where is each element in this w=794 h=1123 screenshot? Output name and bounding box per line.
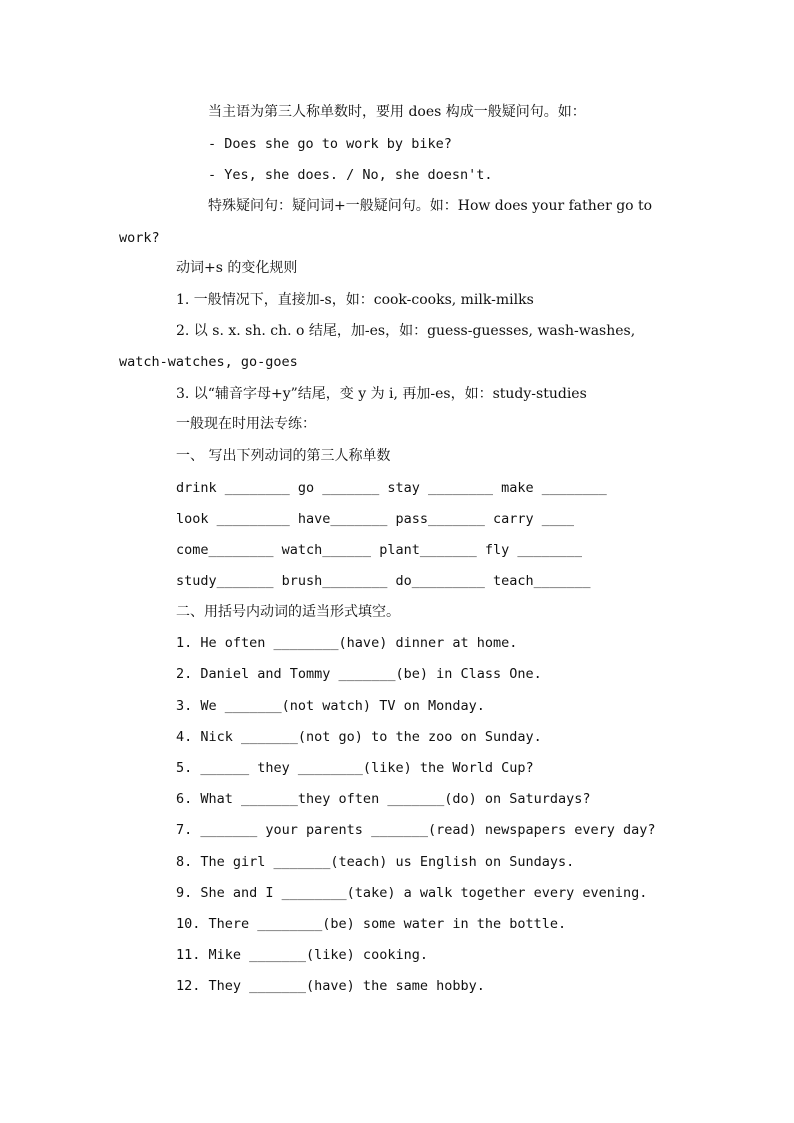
rule-item-2: 2. 以 s. x. sh. ch. o 结尾，加-es，如：guess-guesses, wash-washes, xyxy=(176,323,636,339)
wh-question-line: 特殊疑问句：疑问词+一般疑问句。如：How does your father go to xyxy=(208,198,653,214)
verb-row-1: drink ________ go _______ stay ________ make ________ xyxy=(176,480,607,496)
exercise-item-8: 8. The girl _______(teach) us English on Sundays. xyxy=(176,854,575,870)
exercise-item-6: 6. What _______they often _______(do) on Saturdays? xyxy=(176,791,591,807)
rules-title: 动词+s 的变化规则 xyxy=(176,260,298,276)
exercise-item-10: 10. There ________(be) some water in the bottle. xyxy=(176,916,567,932)
exercise-item-4: 4. Nick _______(not go) to the zoo on Sunday. xyxy=(176,729,542,745)
section1-title: 一、 写出下列动词的第三人称单数 xyxy=(176,448,391,464)
example-question-line: - Does she go to work by bike? xyxy=(208,136,452,152)
rule-third-person-line: 当主语为第三人称单数时，要用 does 构成一般疑问句。如： xyxy=(208,104,586,120)
exercise-item-12: 12. They _______(have) the same hobby. xyxy=(176,978,485,994)
exercise-item-5: 5. ______ they ________(like) the World Cup? xyxy=(176,760,534,776)
practice-heading: 一般现在时用法专练： xyxy=(176,416,316,432)
rule-item-2-continuation: watch-watches, go-goes xyxy=(119,354,298,370)
rule-item-3: 3. 以“辅音字母+y”结尾，变 y 为 i, 再加-es，如：study-studies xyxy=(176,386,587,402)
exercise-item-2: 2. Daniel and Tommy _______(be) in Class One. xyxy=(176,666,542,682)
exercise-item-11: 11. Mike _______(like) cooking. xyxy=(176,947,428,963)
rule-item-1: 1. 一般情况下，直接加-s，如：cook-cooks, milk-milks xyxy=(176,292,534,308)
wh-question-continuation: work? xyxy=(119,230,160,246)
section2-title: 二、用括号内动词的适当形式填空。 xyxy=(176,604,400,620)
example-answer-line: - Yes, she does. / No, she doesn't. xyxy=(208,167,493,183)
verb-row-3: come________ watch______ plant_______ fly ________ xyxy=(176,542,583,558)
exercise-item-3: 3. We _______(not watch) TV on Monday. xyxy=(176,698,485,714)
exercise-item-7: 7. _______ your parents _______(read) newspapers every day? xyxy=(176,822,656,838)
verb-row-4: study_______ brush________ do_________ teach_______ xyxy=(176,573,591,589)
exercise-item-9: 9. She and I ________(take) a walk together every evening. xyxy=(176,885,648,901)
exercise-item-1: 1. He often ________(have) dinner at home. xyxy=(176,635,518,651)
verb-row-2: look _________ have_______ pass_______ carry ____ xyxy=(176,511,575,527)
